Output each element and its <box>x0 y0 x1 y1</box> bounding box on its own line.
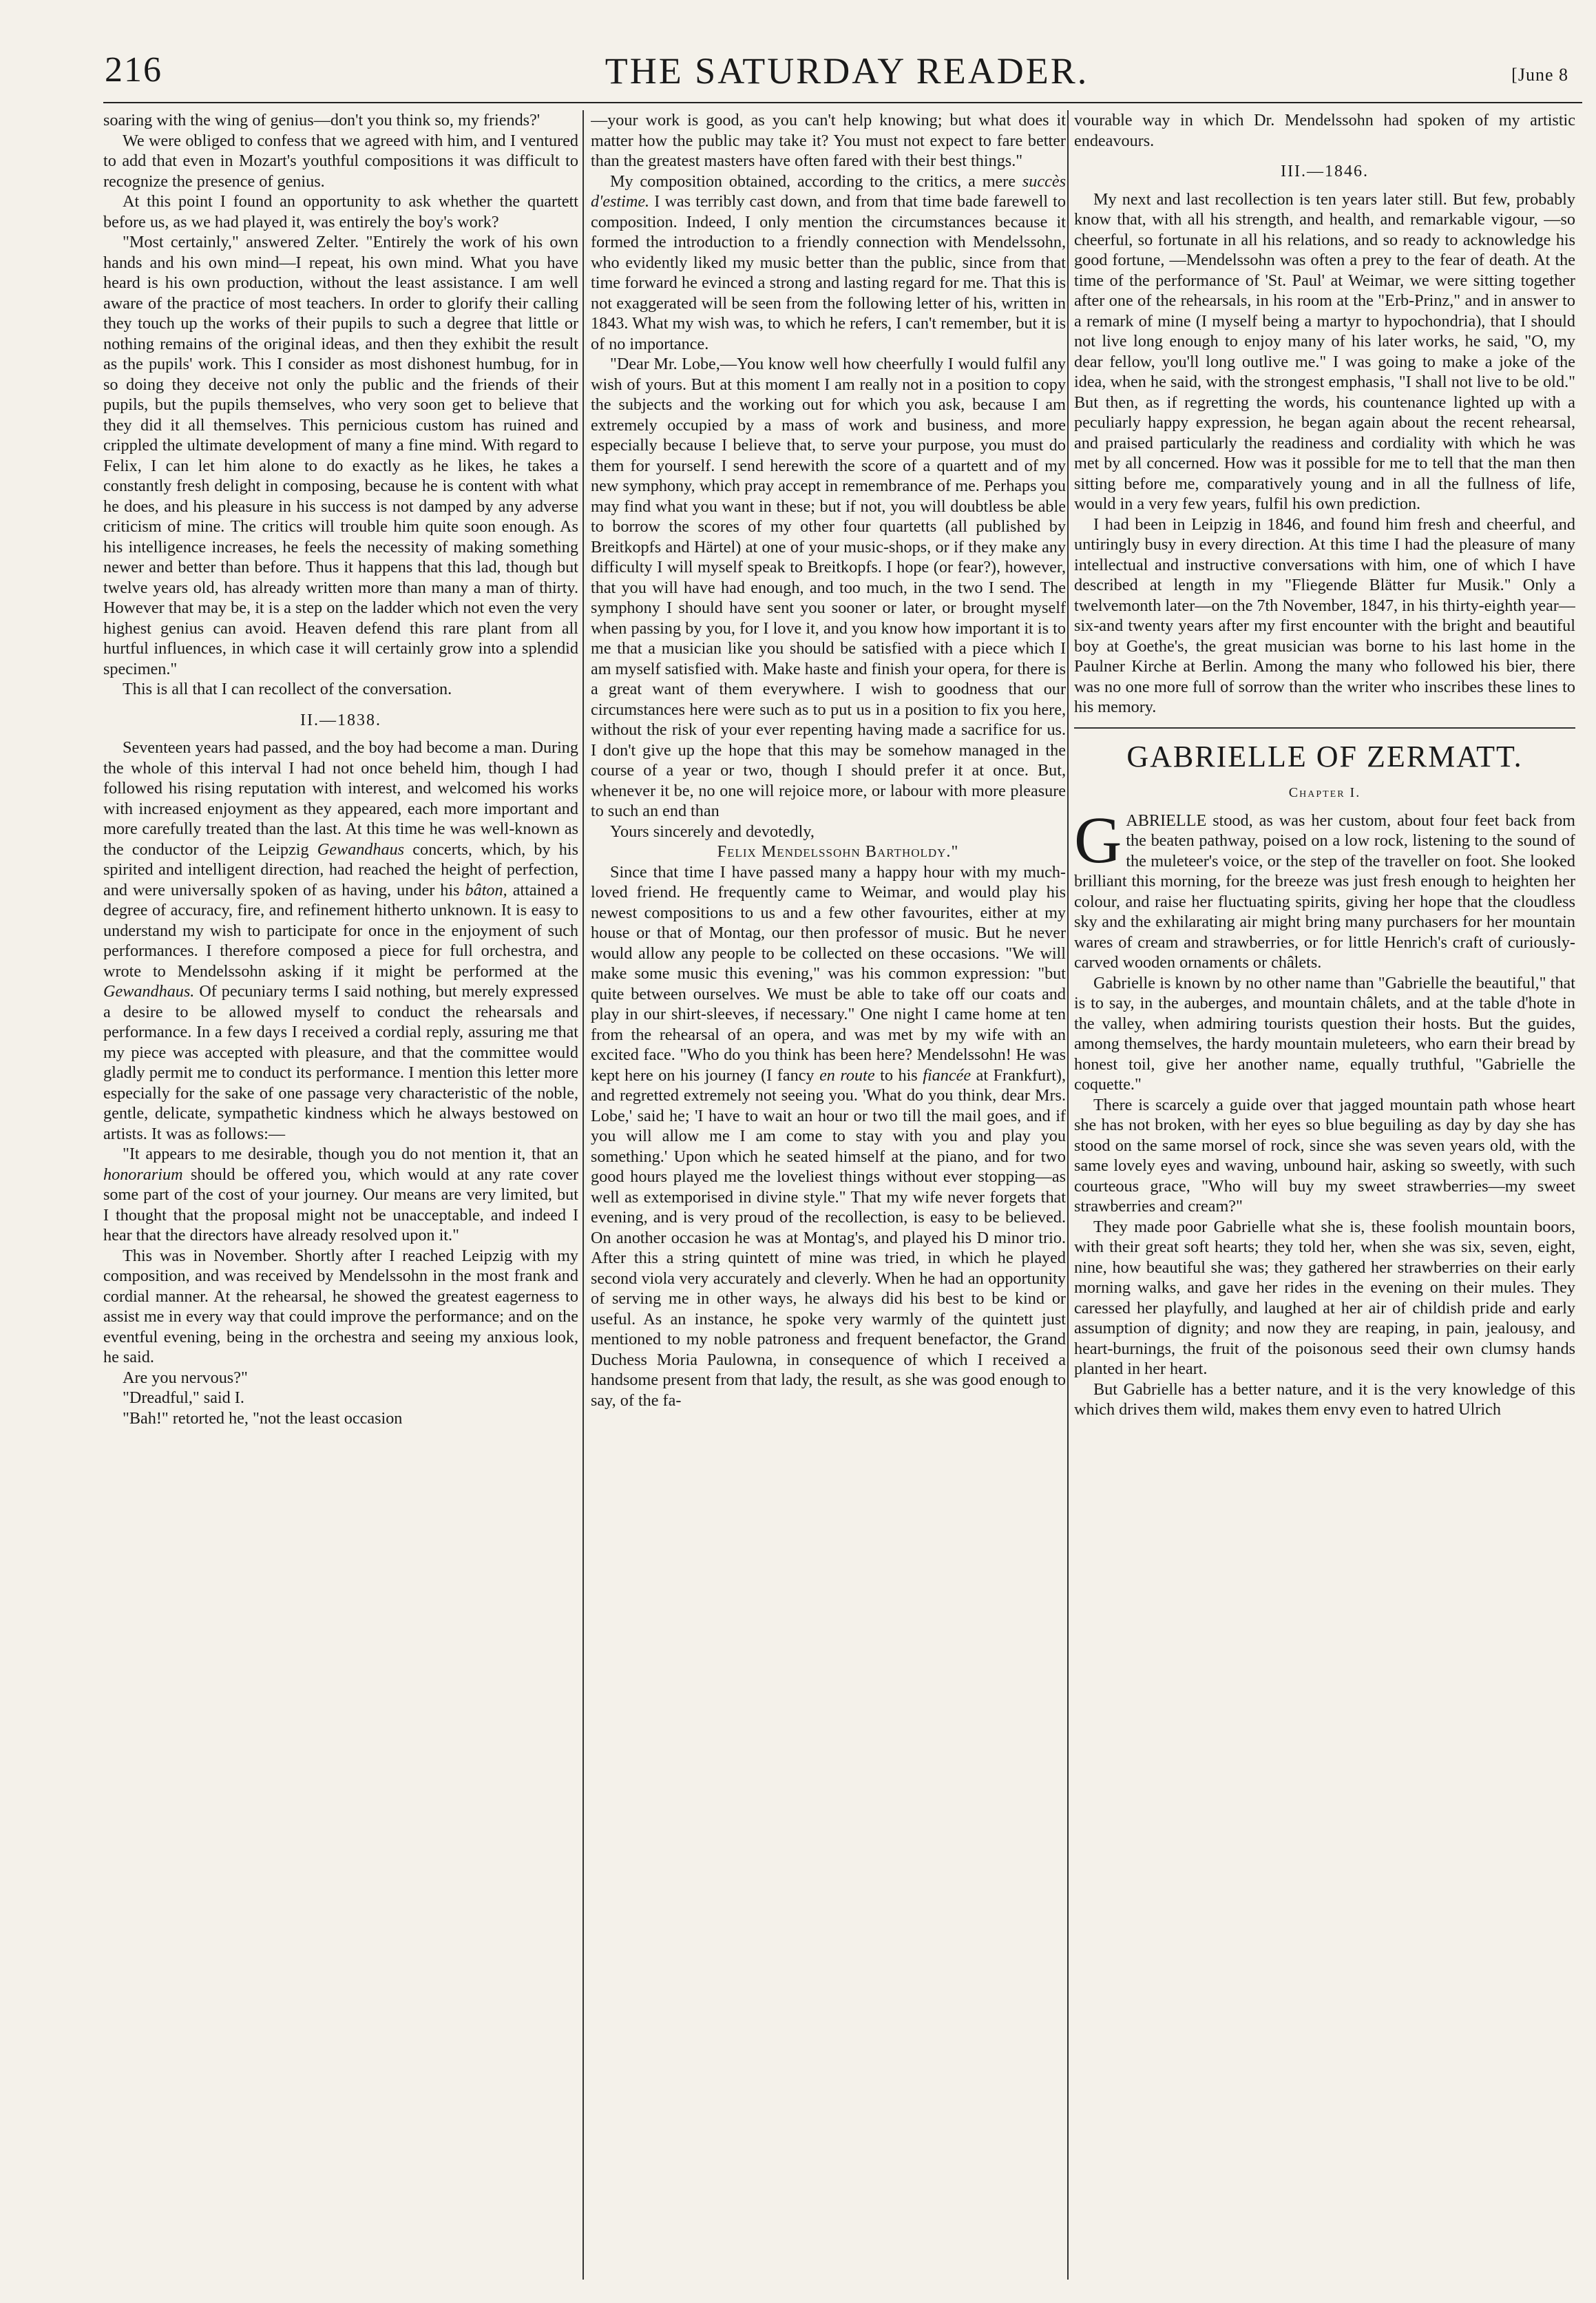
text-run: to his <box>880 1065 918 1085</box>
paragraph: I had been in Leipzig in 1846, and found him fresh and cheerful, and untiringly busy in every direction. At this time I had the pleasure of many intellectual and instructive conversations with him, one of which I have described at length in my "Fliegende Blätter fur Musik." Only a twelvemonth later—on the 7th November, 1847, in his thirty-eighth year—six-and twenty years after my first encounter with the bright and beautiful boy at Goethe's, the great musician was borne to his last home in the Paulner Kirche at Berlin. Among the many who followed his bier, there was no one more full of sorrow than the writer who inscribes these lines to his memory. <box>1074 514 1575 716</box>
column-1 <box>103 110 578 2280</box>
italic-term: honorarium <box>103 1165 183 1184</box>
paragraph: This was in November. Shortly after I reached Leipzig with my composition, and was received by Mendelssohn in the most frank and cordial manner. At the rehearsal, he showed the greatest eagerness to assist me in every way that could improve the performance; and on the eventful evening, being in the orchestra and seeing my anxious look, he said. <box>103 1246 578 1366</box>
italic-term: Gewandhaus <box>317 840 405 859</box>
story-title: GABRIELLE OF ZERMATT. <box>1126 739 1523 773</box>
text-run: ABRIELLE stood, as was her custom, about four feet back from the beaten pathway, poised on a low rock, listening to the sound of the muleteer's voice, or the step of the traveller on foot. She looked brilliant this morning, for the breeze was just fresh enough to heighten her colour, and raise her fluctuating spirits, giving her hope that the cloudless sky and the exhilarating air might bring many purchasers for her mountain wares of cream and strawberries, or for little Henrich's craft of curiously-carved wooden ornaments or châlets. <box>1074 811 1575 972</box>
italic-term: Gewandhaus. <box>103 982 195 1001</box>
paragraph <box>103 738 578 1144</box>
letter-signature: Felix Mendelssohn Bartholdy." <box>717 842 959 861</box>
text-run: Seventeen years had passed, and the boy had become a man. During the whole of this interval I had not once beheld him, though I had followed his rising reputation with interest, and welcomed his works with increased enjoyment as they appeared, each more important and more carefully treated than the last. At this time he was well-known as the conductor of the Leipzig <box>103 738 578 859</box>
italic-term: succès d'estime. <box>591 171 1066 211</box>
letter-closing: Yours sincerely and devotedly, <box>610 822 815 841</box>
paragraph: At this point I found an opportunity to ask whether the quartett before us, as we had played it, was entirely the boy's work? <box>103 192 578 231</box>
text-run: I was terribly cast down, and from that time bade farewell to composition. Indeed, I only mention the circumstances because it formed the introduction to a friendly connection with Mendelssohn, who evidently liked my music better than the public, since from that time forward he evinced a strong and lasting regard for me. That this is not exaggerated will be seen from the following letter of his, written in 1843. What my wish was, to which he refers, I can't remember, but it is of no importance. <box>591 192 1066 353</box>
chapter-heading: Chapter I. <box>1288 785 1361 800</box>
text-run: should be offered you, which would at any rate cover some part of the cost of your journey. Our means are very limited, but I thought that the proposal might not be unacceptable, and indeed I hear that the directors have already resolved upon it." <box>103 1165 578 1244</box>
paragraph: Gabrielle is known by no other name than "Gabrielle the beautiful," that is to say, in the auberges, and mountain châlets, and at the table d'hote in the valley, when admiring tourists question their hosts. But the guides, among themselves, the hardy mountain muleteers, who earn their bread by honest toil, give her another name, equally truthful, "Gabrielle the coquette." <box>1074 973 1575 1094</box>
paragraph <box>591 171 1066 355</box>
column-divider <box>1067 110 1069 2280</box>
section-heading: II.—1838. <box>300 711 381 729</box>
paragraph <box>1074 802 1575 973</box>
text-run: Since that time I have passed many a happy hour with my much-loved friend. He frequently came to Weimar, and would play his newest compositions to us and a few other favourites, either at my house or that of Montag, our then professor of music. But he never would allow any people to be collected on these occasions. "We will make some music this evening," was his common expression: "but quite between ourselves. We must be able to take off our coats and play in our shirt-sleeves, if necessary." One night I came home at ten from the rehearsal of an opera, and was met by my wife with an excited face. "Who do you think has been here? Mendelssohn! He was kept here on his journey (I fancy <box>591 862 1066 1085</box>
paragraph: They made poor Gabrielle what she is, these foolish mountain boors, with their great soft hearts; they told her, when she was six, seven, eight, nine, how beautiful she was; they gathered her strawberries on their early morning walks, and gave her rides in the evening on their mules. They caressed her playfully, and laughed at her air of childish pride and early assumption of dignity; and now they are reaping, in pain, jealousy, and heart-burnings, the fruit of the poisonous seed their own clumsy hands planted in her heart. <box>1074 1217 1575 1378</box>
italic-term: bâton, <box>465 880 507 899</box>
paragraph: My next and last recollection is ten years later still. But few, probably know that, with all his strength, and health, and remarkable vigour, —so cheerful, so fortunate in all his relations, and so ready to acknowledge his good fortune, —Mendelssohn was often a prey to the fear of death. At the time of the performance of 'St. Paul' at Weimar, we were sitting together after one of the rehearsals, in his room at the "Erb-Prinz," and in answer to a remark of mine (I myself being a martyr to hypochondria), that I should not live long enough to enjoy many of his later works, he said, "O, my dear fellow, you'll long outlive me." I was going to make a joke of the idea, when he said, with the strongest emphasis, "I shall not live to be old." But then, as if regretting the words, his countenance lighted up with a peculiarly happy expression, he began again about the recent rehearsal, and praised particularly the readiness and cordiality with which he was met by all concerned. How was it possible for me to tell that the man then sitting before me, comparatively young and in all the fullness of life, would in a very few years, fulfil his own prediction. <box>1074 189 1575 513</box>
running-title: THE SATURDAY READER. <box>605 50 1089 92</box>
column-3 <box>1074 110 1575 2280</box>
text-run: Of pecuniary terms I said nothing, but merely expressed a desire to be allowed myself to conduct the rehearsals and performance. In a few days I received a cordial reply, assuring me that my piece was accepted with pleasure, and that the committee would gladly permit me to conduct its performance. I mention this letter more especially for the sake of one passage very characteristic of the noble, gentle, delicate, sympathetic kindness which he always bestowed on artists. It was as follows:— <box>103 982 578 1143</box>
header-rule <box>103 102 1582 103</box>
page-header <box>98 50 1596 105</box>
paragraph: But Gabrielle has a better nature, and it is the very knowledge of this which drives them wild, makes them envy even to hatred Ulrich <box>1074 1379 1575 1419</box>
story-rule <box>1074 727 1575 729</box>
letter-paragraph: "Dear Mr. Lobe,—You know well how cheerfully I would fulfil any wish of yours. But at this moment I am really not in a position to copy the subjects and the working out for which you ask, because I am extremely occupied by a mass of work and business, and more especially because I believe that, to serve your purpose, you must do them for yourself. I send herewith the score of a quartett and of my new symphony, which pray accept in remembrance of me. Perhaps you may find what you want in these; but if not, you will doubtless be able to borrow the scores of my other four quartetts (all published by Breitkopfs and Härtel) at one of your music-shops, or if they make any difficulty I will myself speak to Breitkopfs. I hope (or fear?), however, that you will have had enough, and too much, in the two I send. The symphony I should have sent you sooner or later, or brought myself when passing by you, for I love it, and you know how important it is to me that a musician like you should be satisfied with a piece which I am myself satisfied with. Make haste and finish your opera, for there is a great want of them everywhere. I wish to goodness that our circumstances here were such as to put us in a position to fix you here, without the risk of your ever repenting having made a sacrifice for us. I don't give up the hope that this may be somehow managed in the course of a year or two, though I should prefer it at once. But, whenever it be, no one will rejoice more, or labour with more pleasure to such an end than <box>591 355 1066 820</box>
text-run: "It appears to me desirable, though you do not mention it, that an <box>123 1145 578 1163</box>
paragraph <box>103 1144 578 1246</box>
paragraph: This is all that I can recollect of the conversation. <box>123 680 452 698</box>
section-heading: III.—1846. <box>1281 163 1369 180</box>
paragraph: —your work is good, as you can't help knowing; but what does it matter how the public may take it? You must not expect to fare better than the greatest masters have often fared with their best things." <box>591 111 1066 170</box>
paragraph: Are you nervous?" <box>123 1368 248 1387</box>
text-run: concerts, which, by his spirited and intelligent direction, had reached the height of perfection, and were universally spoken of as having, under his <box>103 840 578 899</box>
column-divider <box>582 110 584 2280</box>
paragraph: "Most certainly," answered Zelter. "Entirely the work of his own hands and his own mind—I repeat, his own mind. What you have heard is his own production, without the least assistance. I am well aware of the practice of most teachers. In order to glorify their calling they touch up the works of their pupils to such a degree that little or nothing remains of the original ideas, and then they exhibit the result as the pupils' work. This I consider as most dishonest humbug, for in so doing they deceive not only the public and the friends of their pupils, but the pupils themselves, who very soon get to believe that they did it all themselves. This pernicious custom has ruined and crippled the ultimate development of many a fine mind. With regard to Felix, I can let him alone to do exactly as he likes, he takes a constantly fresh delight in composing, because he is content with what he does, and his pleasure in his success is not damped by any adverse criticism of mine. The critics will trouble him quite soon enough. As his intelligence increases, he feels the necessity of making something newer and better than before. Thus it happens that this lad, though but twelve years old, has already written more than many a man of thirty. However that may be, it is a step on the ladder which not even the very highest genius can avoid. Heaven defend this rare plant from all hurtful influences, in which case it will certainly grow into a splendid specimen." <box>103 233 578 678</box>
paragraph: vourable way in which Dr. Mendelssohn had spoken of my artistic endeavours. <box>1074 111 1575 150</box>
page-number: 216 <box>105 50 162 90</box>
drop-cap: G <box>1074 802 1122 877</box>
paragraph: "Bah!" retorted he, "not the least occasion <box>123 1408 403 1428</box>
italic-term: fiancée <box>923 1065 972 1085</box>
text-run: at Frankfurt), and regretted extremely not seeing you. 'What do you think, dear Mrs. Lobe,' said he; 'I have to wait an hour or two till the mail goes, and if you will allow me I am come to stay with you and play you something.' Upon which he seated himself at the piano, and for two good hours played me the loveliest things without ever stopping—as well as extemporised in divine style." That my wife never forgets that evening, and is very proud of the recollection, is easy to be believed. On another occasion he was at Montag's, and played his D minor trio. After this a string quintett of mine was tried, in which he played second viola very accurately and cleverly. When he had an opportunity of serving me in other ways, he always did his best to be kind or useful. As an instance, he spoke very warmly of the quintett just mentioned to my noble patroness and frequent benefactor, the Grand Duchess Moria Paulowna, in consequence of which I received a handsome present from that lady, the result, as she was good enough to say, of the fa- <box>591 1065 1066 1410</box>
paragraph: soaring with the wing of genius—don't you think so, my friends?' <box>103 111 540 129</box>
issue-date: [June 8 <box>1511 65 1568 85</box>
italic-term: en route <box>819 1065 875 1085</box>
paragraph: There is scarcely a guide over that jagged mountain path whose heart she has not broken, with her eyes so blue beguiling as day by day she has stood on the same morsel of rock, since she was seven years old, with the same lovely eyes and waving, unbound hair, asking so sweetly, with such courteous grace, "Who will buy my sweet strawberries—my sweet strawberries and cream?" <box>1074 1095 1575 1216</box>
paragraph: "Dreadful," said I. <box>123 1388 244 1407</box>
text-run: attained a degree of accuracy, fire, and refinement hitherto unknown. It is easy to understand my wish to participate for once in the enjoyment of such performances. I therefore composed a piece for full orchestra, and wrote to Mendelssohn asking if it might be performed at the <box>103 880 578 981</box>
paragraph <box>591 862 1066 1411</box>
text-run: My composition obtained, according to the critics, a mere <box>610 171 1016 191</box>
column-2 <box>591 110 1066 2280</box>
paragraph: We were obliged to confess that we agreed with him, and I ventured to add that even in Mozart's youthful compositions it was difficult to recognize the presence of genius. <box>103 131 578 191</box>
